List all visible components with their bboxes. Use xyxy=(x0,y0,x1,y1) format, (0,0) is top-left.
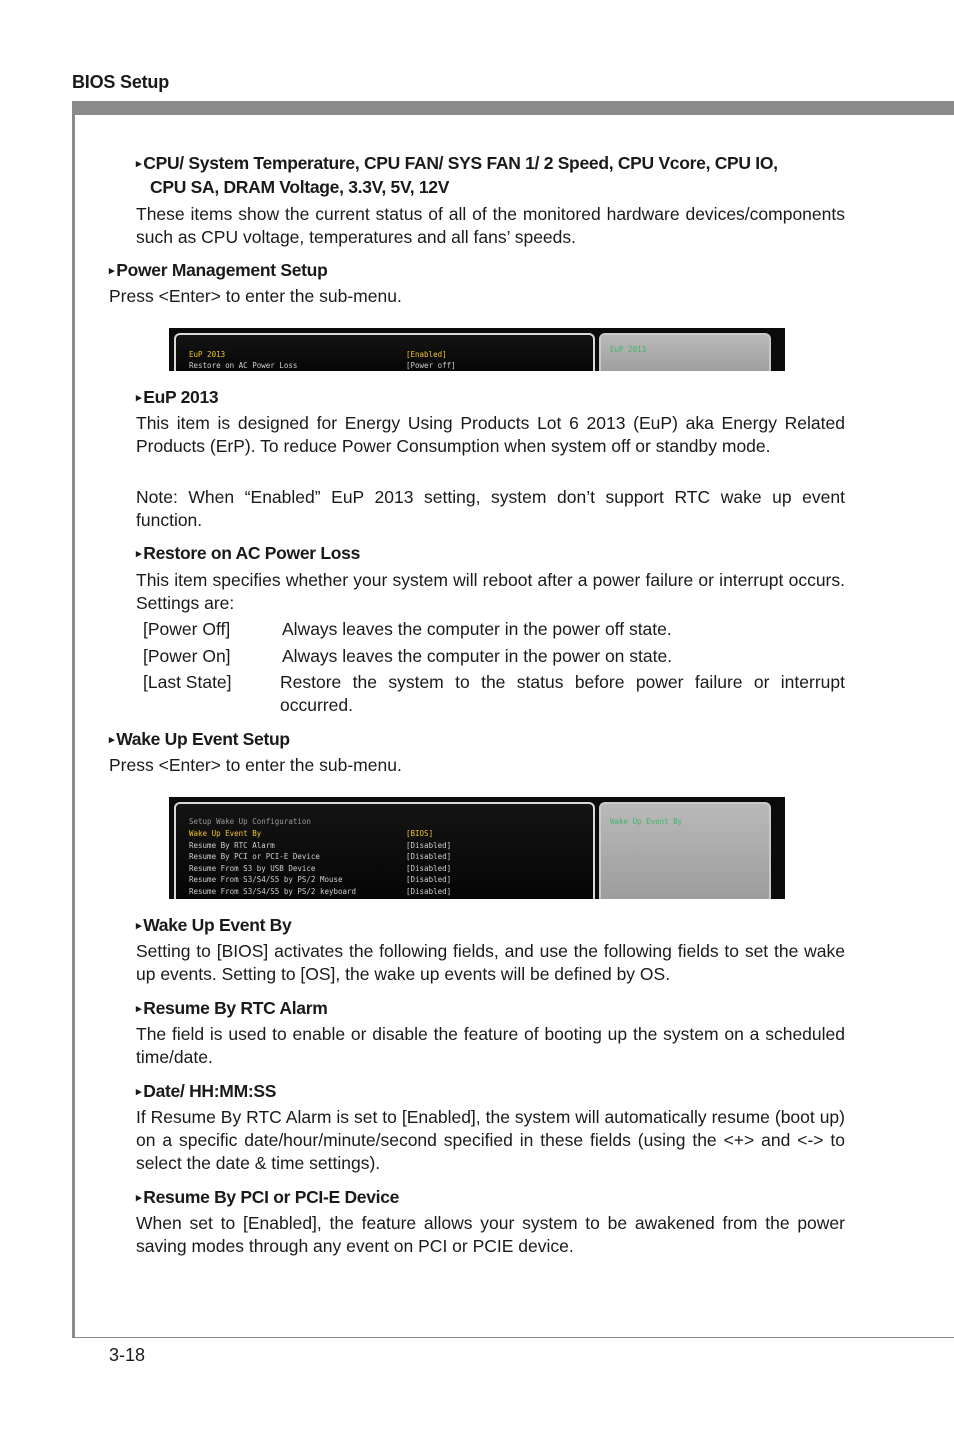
heading-eup-2013: ▸ EuP 2013 xyxy=(136,387,219,407)
bullet-icon: ▸ xyxy=(136,158,142,170)
bios-submenu-title: Setup Wake Up Configuration xyxy=(189,817,311,826)
paragraph-restore-description: This item specifies whether your system will reboot after a power failure or interrupt occurs. Settings are: xyxy=(136,570,845,613)
heading-restore-ac-power-loss: ▸ Restore on AC Power Loss xyxy=(136,543,361,563)
paragraph-date-time: If Resume By RTC Alarm is set to [Enabled], the system will automatically resume (boot up) on a specific date/hour/minute/second specified in these fields (using the <+> and <-> to select the date & time settings). xyxy=(136,1107,845,1173)
bullet-icon: ▸ xyxy=(136,1086,142,1098)
heading-resume-pci-device: ▸ Resume By PCI or PCI-E Device xyxy=(136,1187,400,1207)
bios-screenshot-power xyxy=(169,328,785,371)
paragraph-cpu-status: These items show the current status of all of the monitored hardware devices/components such as CPU voltage, temperatures and all fans’ speeds. xyxy=(136,204,845,247)
paragraph-wake-up-setup: Press <Enter> to enter the sub-menu. xyxy=(109,755,402,775)
bios-row-label: Resume From S3 by USB Device xyxy=(189,863,316,873)
bios-row-value: [Disabled] xyxy=(406,863,452,873)
page-header: BIOS Setup xyxy=(72,72,170,92)
paragraph-eup-note: Note: When “Enabled” EuP 2013 setting, system don’t support RTC wake up event function. xyxy=(136,487,845,530)
heading-cpu-status-line2: CPU SA, DRAM Voltage, 3.3V, 5V, 12V xyxy=(150,177,450,197)
option-description: Always leaves the computer in the power on state. xyxy=(282,646,673,666)
heading-power-management: ▸ Power Management Setup xyxy=(109,260,328,280)
bios-row-label: Resume From S3/S4/S5 by PS/2 Mouse xyxy=(189,875,343,884)
heading-wake-up-event-setup: ▸ Wake Up Event Setup xyxy=(109,729,290,749)
bullet-icon: ▸ xyxy=(136,920,142,932)
left-border xyxy=(72,101,75,1338)
bios-row-value: [Disabled] xyxy=(406,875,452,884)
bios-screenshot-wake xyxy=(169,797,785,899)
option-description: Always leaves the computer in the power off state. xyxy=(282,619,672,639)
bios-menu-panel xyxy=(174,333,595,371)
bullet-icon: ▸ xyxy=(136,1192,142,1204)
bullet-icon: ▸ xyxy=(136,1003,142,1015)
paragraph-resume-rtc-alarm: The field is used to enable or disable the feature of booting up the system on a scheduled time/date. xyxy=(136,1024,845,1067)
bios-help-text: EuP 2013 xyxy=(610,345,647,354)
bios-row-label: Resume By RTC Alarm xyxy=(189,840,275,850)
paragraph-wake-up-event-by: Setting to [BIOS] activates the following fields, and use the following fields to set the wake up events. Setting to [OS], the wake up events will be defined by OS. xyxy=(136,941,845,984)
bios-row-value: [Disabled] xyxy=(406,886,452,896)
paragraph-resume-pci-device: When set to [Enabled], the feature allows your system to be awakened from the power saving modes through any event on PCI or PCIE device. xyxy=(136,1213,845,1256)
paragraph-power-management: Press <Enter> to enter the sub-menu. xyxy=(109,286,402,306)
bios-row-value: [Enabled] xyxy=(406,350,447,359)
bios-row-label: Wake Up Event By xyxy=(189,829,262,838)
heading-wake-up-event-by: ▸ Wake Up Event By xyxy=(136,915,292,935)
option-description: Restore the system to the status before power failure or interrupt occurred. xyxy=(280,672,845,715)
bios-menu-panel xyxy=(174,802,595,899)
bios-row-value: [Disabled] xyxy=(406,852,452,861)
heading-resume-rtc-alarm: ▸ Resume By RTC Alarm xyxy=(136,998,328,1018)
bullet-icon: ▸ xyxy=(109,265,115,277)
bios-row-label: Resume By PCI or PCI-E Device xyxy=(189,852,320,861)
bios-row-value: [BIOS] xyxy=(406,829,434,838)
bios-row-label: Resume From S3/S4/S5 by PS/2 keyboard xyxy=(189,886,357,896)
bios-help-panel xyxy=(599,333,771,371)
header-bar xyxy=(72,101,954,115)
bottom-border xyxy=(72,1337,954,1338)
bios-row-label: Restore on AC Power Loss xyxy=(189,361,298,370)
option-key: [Power On] xyxy=(143,646,231,666)
option-key: [Last State] xyxy=(143,672,232,692)
bios-help-panel xyxy=(599,802,771,899)
bios-row-value: [Power off] xyxy=(406,361,456,370)
bullet-icon: ▸ xyxy=(136,548,142,560)
paragraph-eup-description: This item is designed for Energy Using Products Lot 6 2013 (EuP) aka Energy Related Products (ErP). To reduce Power Consumption when system off or standby mode. xyxy=(136,413,845,456)
option-key: [Power Off] xyxy=(143,619,231,639)
bios-row-label: EuP 2013 xyxy=(189,350,226,359)
bullet-icon: ▸ xyxy=(109,734,115,746)
heading-date-time: ▸ Date/ HH:MM:SS xyxy=(136,1081,277,1101)
heading-cpu-status: ▸ CPU/ System Temperature, CPU FAN/ SYS FAN 1/ 2 Speed, CPU Vcore, CPU IO, xyxy=(136,153,778,173)
page-number: 3-18 xyxy=(109,1345,146,1365)
bullet-icon: ▸ xyxy=(136,392,142,404)
bios-help-text: Wake Up Event By xyxy=(610,817,683,826)
bios-row-value: [Disabled] xyxy=(406,840,452,850)
